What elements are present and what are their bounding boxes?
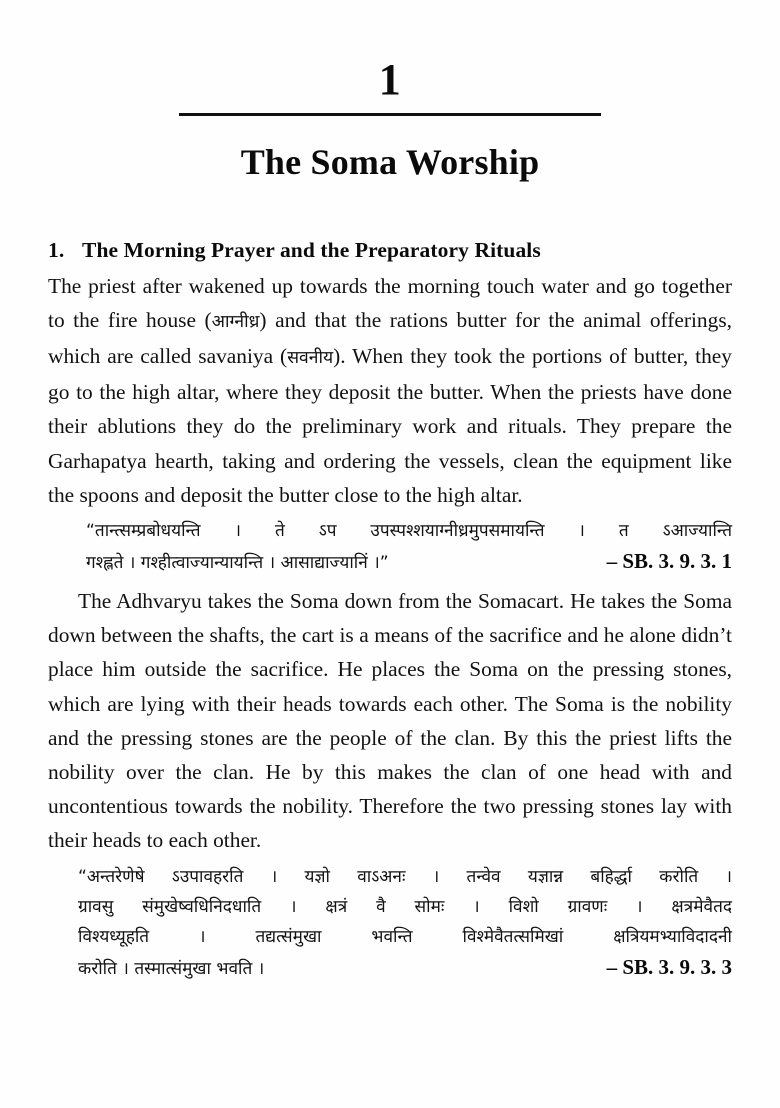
chapter-divider-rule	[179, 113, 601, 116]
section-heading-text: The Morning Prayer and the Preparatory Rituals	[82, 237, 541, 262]
quote-one-last-line	[86, 546, 732, 578]
quote-one-line-two: गश्ह्लते । गश्हीत्वाज्यान्यायन्ति । आसाद्याज्यानिं ।”	[86, 553, 389, 574]
sanskrit-quote-block-one	[48, 516, 732, 578]
devanagari-term-savaniya: सवनीय	[287, 348, 334, 368]
section-number: 1.	[48, 237, 65, 262]
citation-two: – SB. 3. 9. 3. 3	[606, 954, 732, 979]
quote-two-last-line	[78, 952, 732, 984]
quote-two-line-four: करोति । तस्मात्संमुखा भवति ।	[78, 958, 265, 979]
paragraph-one-part-a: The priest after wakened up towards the morning touch water and go together to the fire house (	[48, 273, 732, 332]
chapter-header	[48, 0, 732, 183]
devanagari-term-agnidhra: आग्नीध्र	[211, 311, 260, 332]
quote-two-line-two: ग्रावसु संमुखेष्वधिनिदधाति । क्षत्रं वै सोमः । विशो ग्रावणः । क्षत्रमेवैतद	[78, 896, 732, 917]
quote-one-line-one: “तान्त्सम्प्रबोधयन्ति । ते ऽप उपस्पश्शयाग्नीध्रमुपसमायन्ति । त ऽआज्यान्ति	[86, 521, 732, 542]
paragraph-one-part-b: ) and that the rations butter for the animal offerings, which are called savaniya (	[48, 307, 732, 368]
quote-two-line-three: विश्यध्यूहति । तद्यत्संमुखा भवन्ति विश्मेवैतत्समिखां क्षत्रियमभ्याविदादनी	[78, 926, 732, 947]
chapter-title: The Soma Worship	[240, 142, 540, 182]
section-heading	[48, 238, 732, 263]
quote-two-line-one: “अन्तरेणेषे ऽउपावहरति । यज्ञो वाऽअनः । तन्वेव यज्ञान्न बहिर्द्धा करोति ।	[78, 866, 732, 887]
sanskrit-quote-block-two	[48, 862, 732, 984]
paragraph-two: The Adhvaryu takes the Soma down from the Somacart. He takes the Soma down between the shafts, the cart is a means of the sacrifice and he alone didn’t place him outside the sacrifice. He places the Soma on the pressing stones, which are lying with their heads towards each other. The Soma is the nobility and the pressing stones are the people of the clan. By this the priest lifts the nobility over the clan. He by this makes the clan of one head with and uncontentious towards the nobility. Therefore the two pressing stones lay with their heads to each other.	[48, 589, 732, 853]
chapter-number: 1	[378, 55, 402, 104]
paragraph-one-part-c: ). When they took the portions of butter, they go to the high altar, where they deposit the butter. When the priests have done their ablutions they do the preliminary work and rituals. They prepare the Garhapatya hearth, taking and ordering the vessels, clean the equipment like the spoons and deposit the butter close to the high altar.	[48, 344, 732, 507]
citation-one: – SB. 3. 9. 3. 1	[606, 549, 732, 574]
paragraph-one	[48, 269, 732, 512]
